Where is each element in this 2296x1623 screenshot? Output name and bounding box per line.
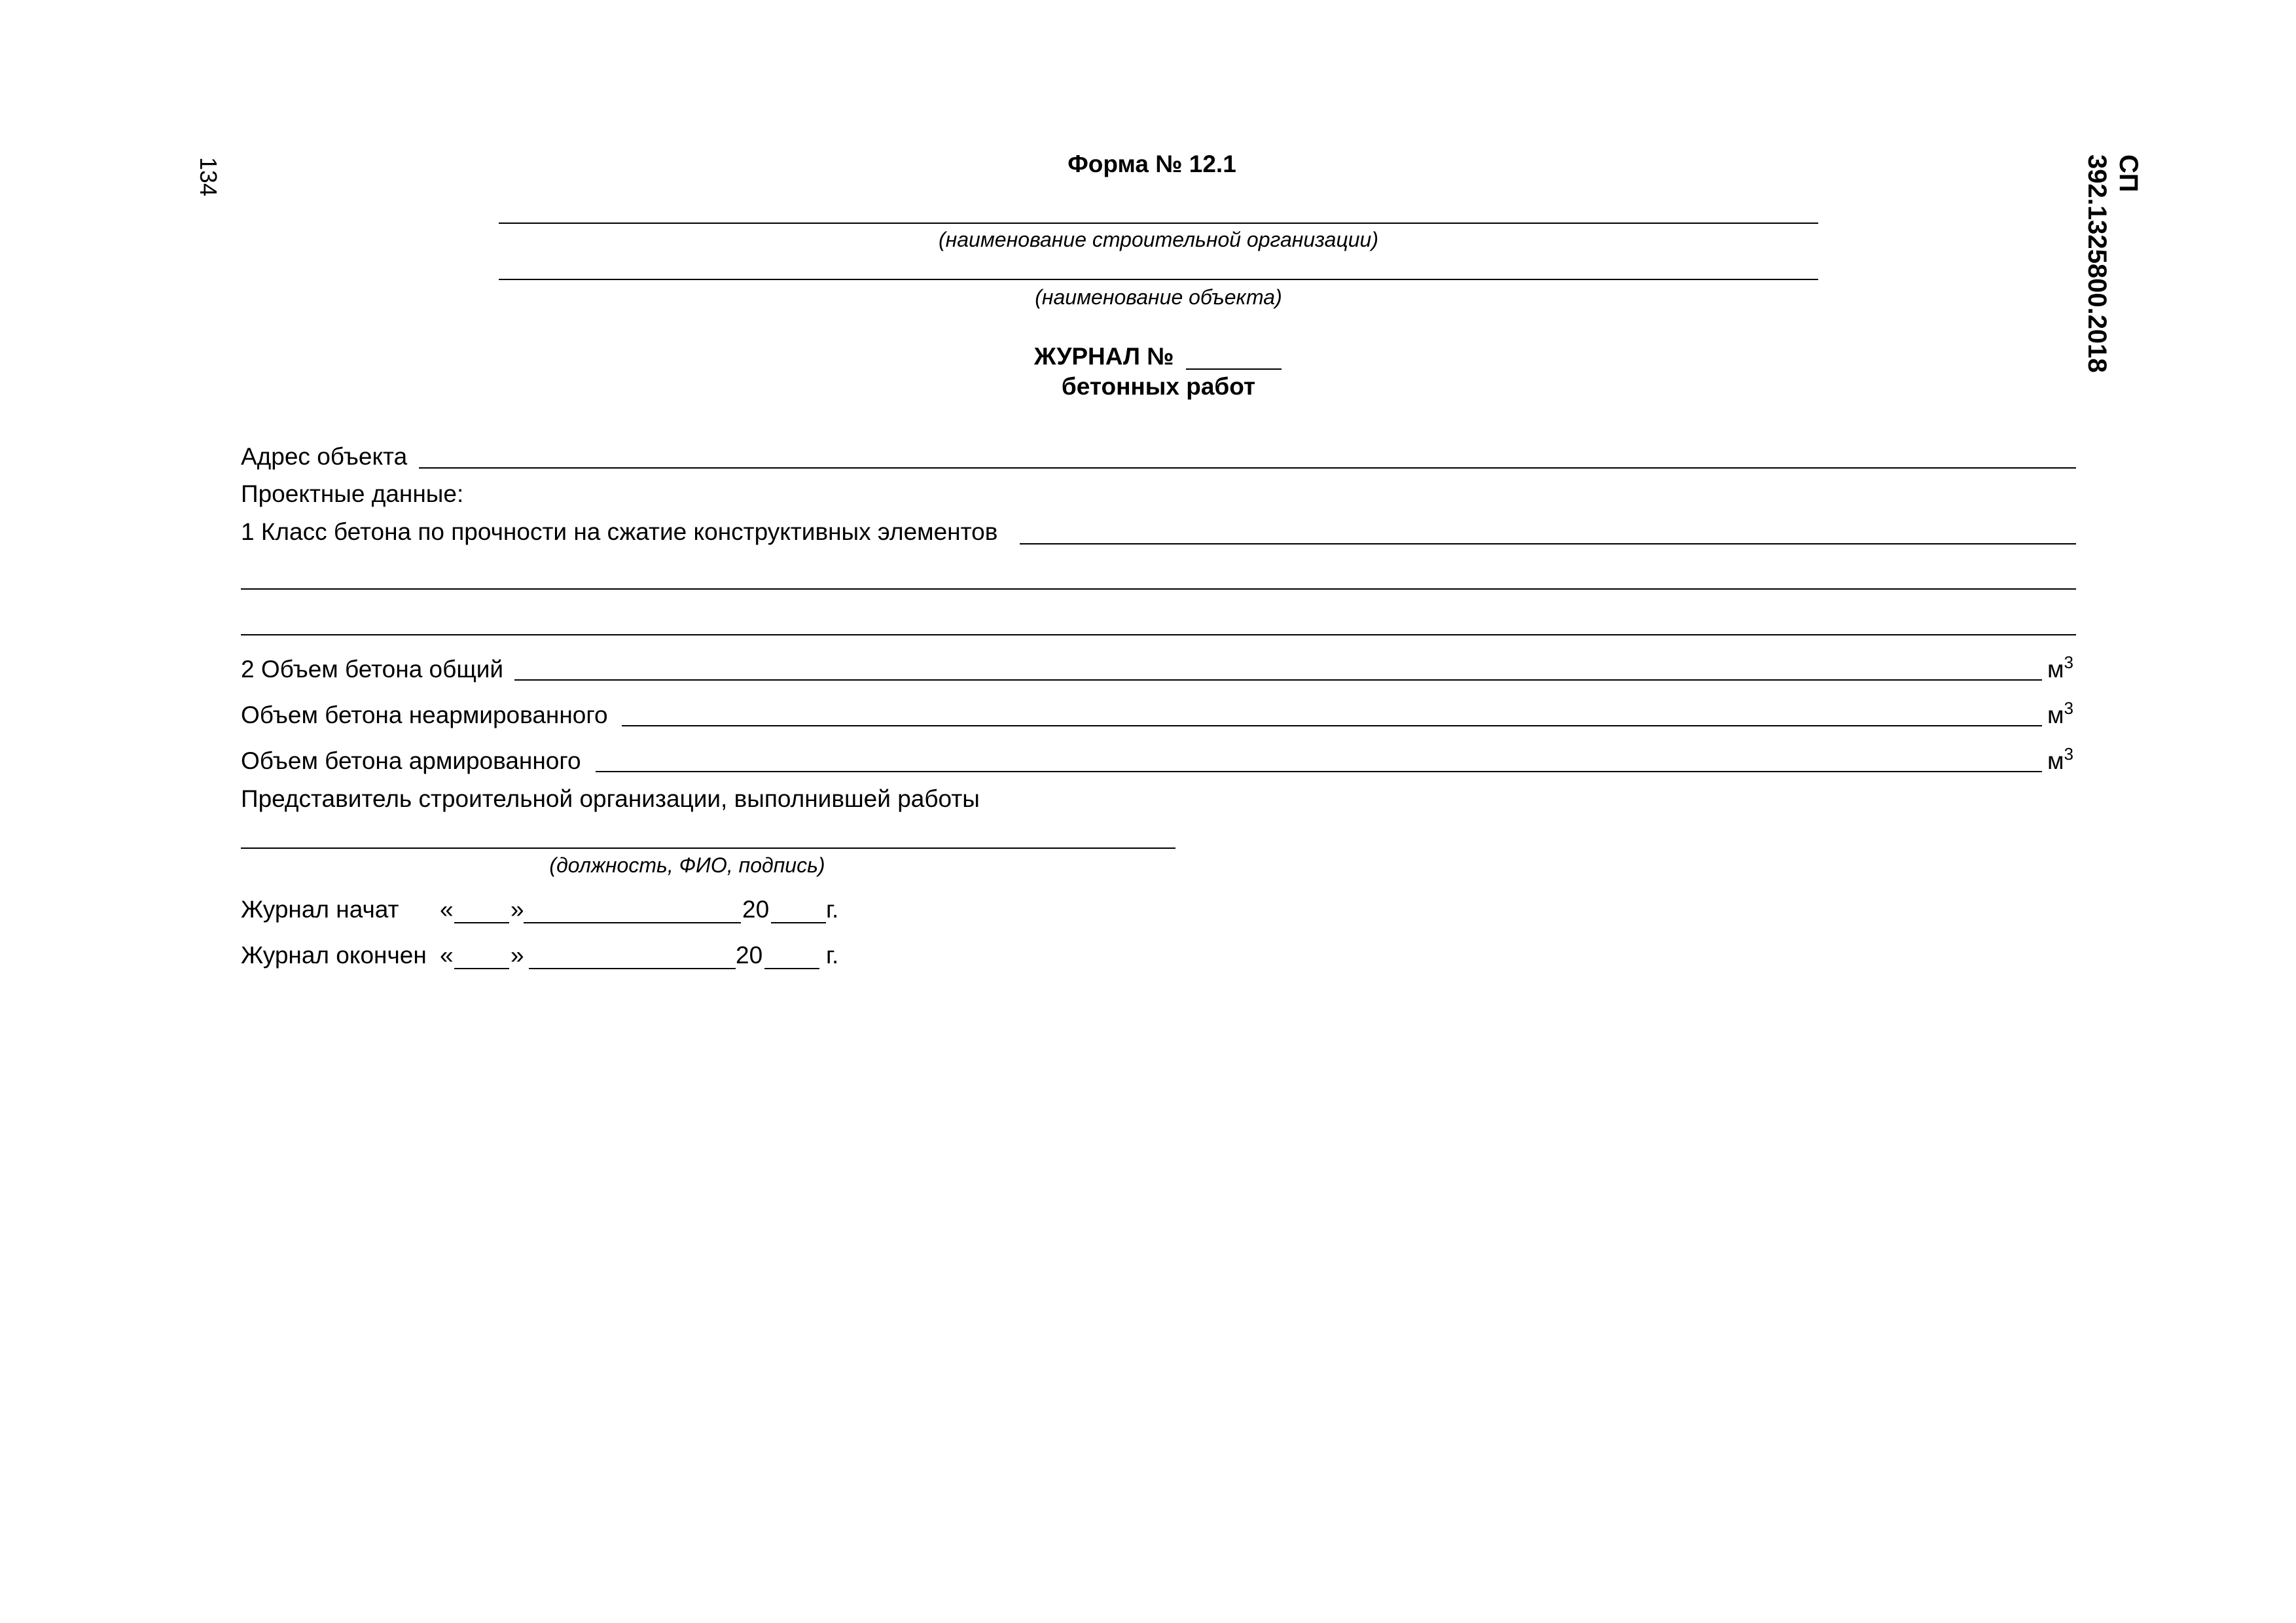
finished-year-line[interactable] (764, 968, 819, 969)
started-open-quote: « (440, 896, 454, 923)
volume-reinforced-unit: $м^3$ (2047, 744, 2073, 774)
object-name-line[interactable] (499, 279, 1818, 280)
finished-year-suffix: г. (826, 942, 839, 969)
address-line[interactable] (419, 467, 2076, 469)
document-code: СП 392.1325800.2018 (2083, 154, 2143, 373)
object-name-caption: (наименование объекта) (1035, 285, 1282, 309)
volume-total-unit: $м^3$ (2047, 652, 2073, 683)
started-close-quote: » (511, 896, 524, 923)
page-number: 134 (195, 157, 222, 197)
journal-subtitle: бетонных работ (1061, 373, 1256, 400)
form-title: Форма № 12.1 (1067, 151, 1236, 177)
volume-total-label: 2 Объем бетона общий (241, 656, 504, 683)
concrete-class-label: 1 Класс бетона по прочности на сжатие конструктивных элементов (241, 518, 998, 545)
concrete-class-line[interactable] (1020, 543, 2076, 544)
started-year-line[interactable] (771, 922, 826, 923)
representative-signature-line[interactable] (241, 847, 1175, 849)
journal-finished-label: Журнал окончен (241, 942, 427, 969)
started-month-line[interactable] (524, 922, 741, 923)
finished-century: 20 (736, 942, 763, 969)
signature-caption: (должность, ФИО, подпись) (549, 853, 825, 877)
started-day-line[interactable] (454, 922, 509, 923)
journal-number-line[interactable] (1186, 368, 1282, 370)
org-name-line[interactable] (499, 223, 1818, 224)
finished-day-line[interactable] (454, 968, 509, 969)
representative-label: Представитель строительной организации, выполнившей работы (241, 785, 980, 812)
started-century: 20 (742, 896, 770, 923)
volume-reinforced-line[interactable] (596, 771, 2042, 772)
volume-unreinforced-label: Объем бетона неармированного (241, 702, 608, 728)
project-data-label: Проектные данные: (241, 480, 464, 507)
finished-month-line[interactable] (529, 968, 736, 969)
concrete-class-line-3[interactable] (241, 634, 2076, 635)
started-year-suffix: г. (826, 896, 839, 923)
concrete-class-line-2[interactable] (241, 588, 2076, 590)
journal-started-label: Журнал начат (241, 896, 399, 923)
org-name-caption: (наименование строительной организации) (938, 228, 1378, 251)
volume-unreinforced-unit: $м^3$ (2047, 698, 2073, 728)
volume-total-line[interactable] (514, 679, 2042, 681)
finished-open-quote: « (440, 942, 454, 969)
address-label: Адрес объекта (241, 443, 408, 470)
finished-close-quote: » (511, 942, 524, 969)
volume-unreinforced-line[interactable] (622, 725, 2042, 726)
journal-title: ЖУРНАЛ № (1034, 343, 1174, 370)
volume-reinforced-label: Объем бетона армированного (241, 747, 581, 774)
